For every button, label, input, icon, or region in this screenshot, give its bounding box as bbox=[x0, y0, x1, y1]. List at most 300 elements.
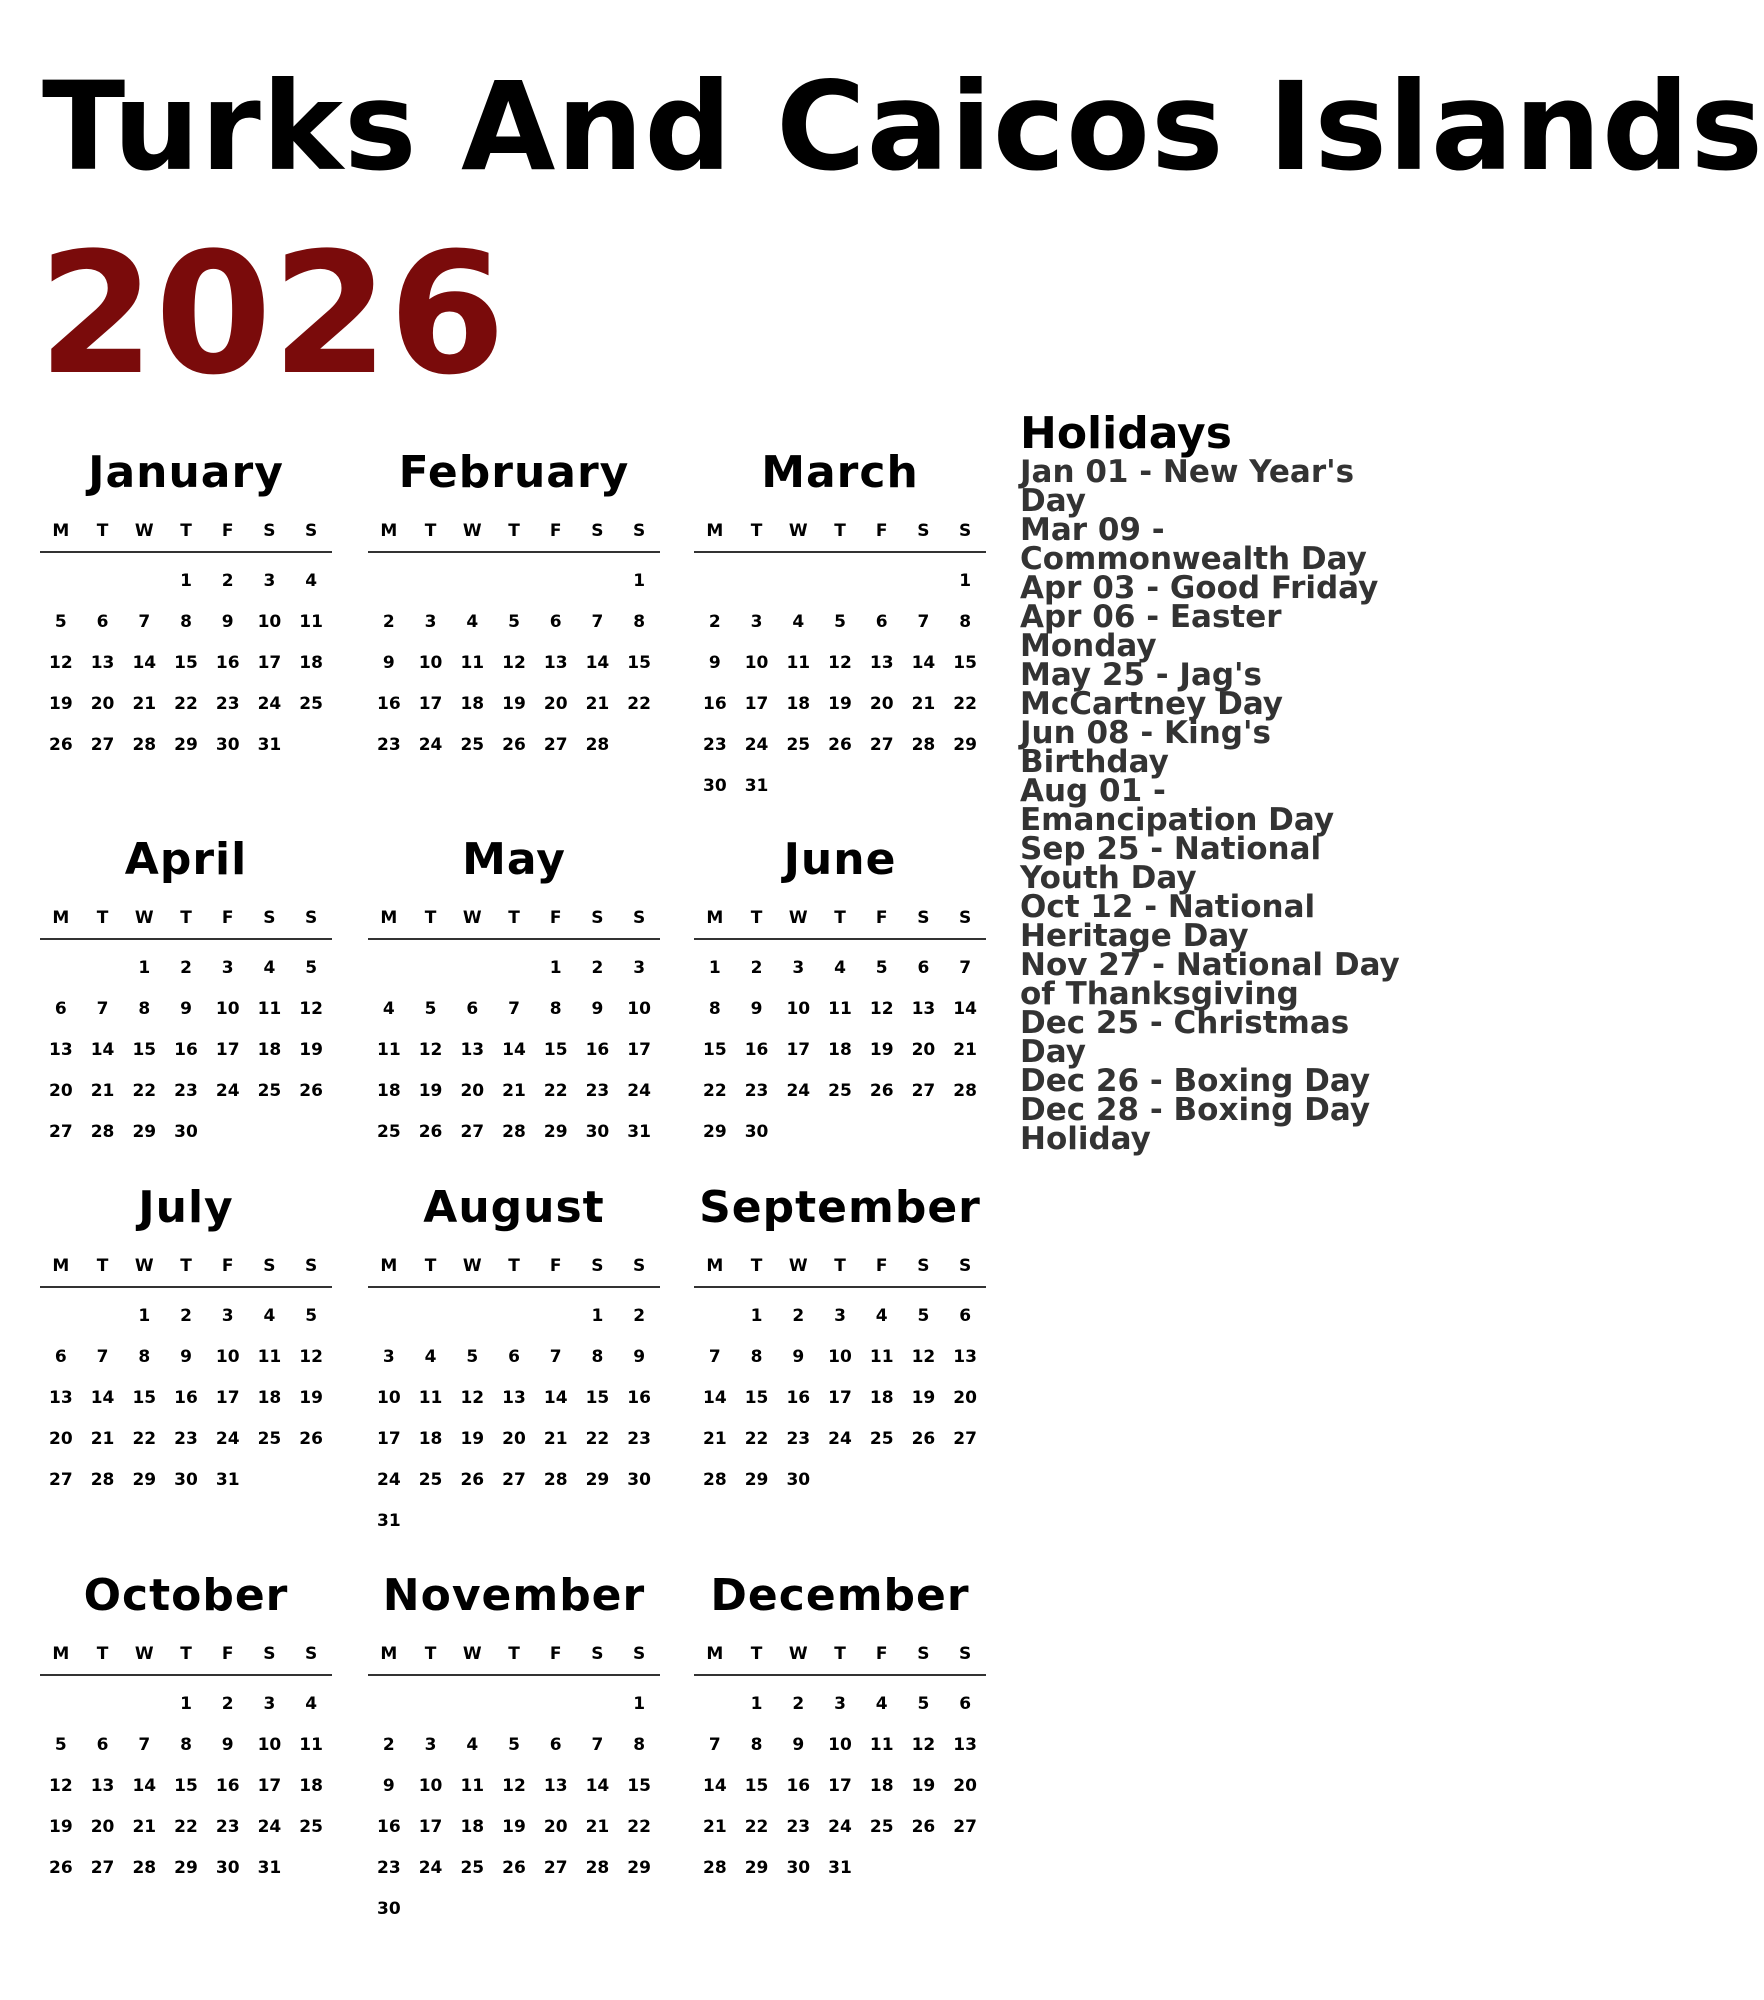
day-cell: 23 bbox=[744, 1081, 769, 1101]
day-cell: 14 bbox=[132, 1776, 157, 1796]
day-cell: 18 bbox=[299, 653, 323, 673]
day-cell: 28 bbox=[703, 1858, 727, 1878]
day-cell: 14 bbox=[502, 1040, 526, 1060]
empty-day-cell bbox=[694, 1296, 736, 1337]
day-cell: 4 bbox=[875, 1306, 888, 1326]
month-december bbox=[694, 1568, 986, 1889]
weekday-label: M bbox=[52, 1644, 70, 1664]
day-grid bbox=[368, 1684, 660, 1930]
day-cell: 12 bbox=[49, 1776, 73, 1796]
day-cell: 11 bbox=[299, 612, 323, 632]
weekday-label: M bbox=[706, 908, 724, 928]
empty-day-cell bbox=[82, 1684, 124, 1725]
day-cell: 1 bbox=[591, 1306, 604, 1326]
weekday-label: F bbox=[875, 908, 888, 928]
day-cell: 17 bbox=[257, 653, 282, 673]
day-cell: 13 bbox=[460, 1040, 485, 1060]
day-cell: 27 bbox=[543, 735, 568, 755]
day-cell: 13 bbox=[49, 1040, 73, 1060]
day-cell: 19 bbox=[502, 694, 526, 714]
day-cell: 29 bbox=[703, 1122, 727, 1142]
day-cell: 31 bbox=[257, 735, 282, 755]
day-cell: 21 bbox=[953, 1040, 977, 1060]
day-cell: 2 bbox=[221, 1694, 234, 1714]
weekday-label: S bbox=[591, 521, 604, 541]
day-cell: 26 bbox=[502, 1858, 526, 1878]
day-cell: 14 bbox=[911, 653, 936, 673]
page-title: Turks And Caicos Islands bbox=[42, 56, 1764, 198]
weekday-label: S bbox=[633, 908, 646, 928]
day-cell: 7 bbox=[708, 1347, 721, 1367]
month-name: August bbox=[423, 1182, 605, 1233]
day-cell: 4 bbox=[424, 1347, 437, 1367]
day-cell: 1 bbox=[180, 1694, 192, 1714]
day-cell: 10 bbox=[828, 1735, 852, 1755]
weekday-label: W bbox=[462, 908, 482, 928]
weekday-label: T bbox=[180, 1256, 192, 1276]
empty-day-cell bbox=[40, 948, 82, 989]
holiday-list bbox=[1020, 454, 1410, 1158]
day-cell: 27 bbox=[49, 1122, 73, 1142]
day-cell: 14 bbox=[585, 1776, 610, 1796]
day-cell: 9 bbox=[633, 1347, 646, 1367]
day-cell: 29 bbox=[953, 735, 977, 755]
day-cell: 15 bbox=[174, 653, 198, 673]
day-cell: 17 bbox=[257, 1776, 282, 1796]
empty-day-cell bbox=[819, 561, 861, 602]
day-cell: 28 bbox=[543, 1470, 568, 1490]
day-cell: 5 bbox=[917, 1306, 930, 1326]
day-cell: 21 bbox=[90, 1081, 115, 1101]
day-cell: 22 bbox=[703, 1081, 727, 1101]
weekday-label: S bbox=[959, 1256, 972, 1276]
day-cell: 29 bbox=[174, 1858, 198, 1878]
day-cell: 29 bbox=[543, 1122, 568, 1142]
empty-day-cell bbox=[903, 561, 945, 602]
day-cell: 6 bbox=[959, 1694, 972, 1714]
weekday-label: W bbox=[788, 1256, 808, 1276]
weekday-label: F bbox=[875, 521, 888, 541]
empty-day-cell bbox=[493, 1684, 535, 1725]
day-cell: 23 bbox=[174, 1429, 198, 1449]
weekday-header bbox=[694, 521, 986, 553]
day-cell: 27 bbox=[460, 1122, 485, 1142]
day-cell: 30 bbox=[786, 1470, 811, 1490]
month-january bbox=[40, 445, 332, 766]
day-cell: 29 bbox=[132, 1122, 157, 1142]
empty-day-cell bbox=[777, 561, 819, 602]
weekday-label: S bbox=[633, 1256, 646, 1276]
day-cell: 22 bbox=[174, 694, 198, 714]
day-cell: 21 bbox=[132, 1817, 157, 1837]
day-cell: 18 bbox=[460, 1817, 485, 1837]
day-cell: 25 bbox=[418, 1470, 443, 1490]
month-name: January bbox=[88, 447, 284, 498]
weekday-label: S bbox=[591, 1256, 604, 1276]
day-cell: 9 bbox=[591, 999, 604, 1019]
day-cell: 22 bbox=[744, 1429, 769, 1449]
weekday-label: M bbox=[380, 1644, 398, 1664]
day-cell: 6 bbox=[549, 612, 562, 632]
day-cell: 14 bbox=[953, 999, 977, 1019]
month-november bbox=[368, 1568, 660, 1930]
day-cell: 26 bbox=[49, 1858, 73, 1878]
weekday-label: T bbox=[424, 1644, 437, 1664]
day-cell: 4 bbox=[466, 612, 479, 632]
day-cell: 7 bbox=[138, 612, 151, 632]
weekday-header bbox=[40, 1644, 332, 1676]
empty-day-cell bbox=[451, 561, 493, 602]
day-cell: 22 bbox=[174, 1817, 198, 1837]
day-cell: 15 bbox=[132, 1040, 157, 1060]
day-cell: 25 bbox=[828, 1081, 852, 1101]
empty-day-cell bbox=[577, 1684, 619, 1725]
day-cell: 3 bbox=[834, 1306, 846, 1326]
day-cell: 12 bbox=[49, 653, 73, 673]
day-cell: 7 bbox=[138, 1735, 151, 1755]
day-cell: 12 bbox=[502, 1776, 526, 1796]
day-cell: 12 bbox=[502, 653, 526, 673]
weekday-header bbox=[694, 1256, 986, 1288]
weekday-label: W bbox=[788, 908, 808, 928]
month-june bbox=[694, 832, 986, 1153]
day-cell: 5 bbox=[424, 999, 437, 1019]
weekday-label: T bbox=[424, 1256, 437, 1276]
empty-day-cell bbox=[694, 1684, 736, 1725]
weekday-header bbox=[40, 1256, 332, 1288]
day-cell: 10 bbox=[418, 653, 443, 673]
day-cell: 16 bbox=[215, 1776, 240, 1796]
day-cell: 16 bbox=[377, 1817, 401, 1837]
day-cell: 9 bbox=[180, 999, 192, 1019]
day-cell: 23 bbox=[215, 694, 240, 714]
day-grid bbox=[368, 1296, 660, 1542]
day-grid bbox=[694, 1684, 986, 1889]
day-cell: 10 bbox=[257, 1735, 282, 1755]
month-february bbox=[368, 445, 660, 766]
empty-day-cell bbox=[40, 1684, 82, 1725]
weekday-header bbox=[40, 908, 332, 940]
day-grid bbox=[368, 948, 660, 1153]
day-cell: 24 bbox=[215, 1081, 240, 1101]
day-cell: 22 bbox=[543, 1081, 568, 1101]
holiday-item: Jan 01 - New Year's Day bbox=[1020, 454, 1355, 520]
day-cell: 19 bbox=[299, 1040, 323, 1060]
day-cell: 6 bbox=[917, 958, 930, 978]
day-cell: 25 bbox=[299, 694, 323, 714]
empty-day-cell bbox=[736, 561, 778, 602]
weekday-label: F bbox=[549, 908, 562, 928]
weekday-label: S bbox=[959, 1644, 972, 1664]
weekday-label: T bbox=[96, 908, 109, 928]
empty-day-cell bbox=[123, 561, 165, 602]
weekday-label: S bbox=[263, 1644, 276, 1664]
weekday-label: S bbox=[917, 1256, 930, 1276]
day-cell: 9 bbox=[708, 653, 721, 673]
day-cell: 15 bbox=[174, 1776, 198, 1796]
day-grid bbox=[40, 1296, 332, 1501]
empty-day-cell bbox=[451, 1296, 493, 1337]
day-cell: 24 bbox=[744, 735, 769, 755]
day-cell: 14 bbox=[90, 1388, 115, 1408]
day-cell: 5 bbox=[508, 1735, 520, 1755]
day-cell: 7 bbox=[96, 1347, 109, 1367]
day-cell: 18 bbox=[257, 1388, 282, 1408]
day-cell: 27 bbox=[49, 1470, 73, 1490]
day-cell: 26 bbox=[299, 1429, 323, 1449]
day-cell: 11 bbox=[257, 1347, 282, 1367]
day-cell: 3 bbox=[424, 1735, 437, 1755]
day-cell: 28 bbox=[585, 735, 610, 755]
day-cell: 18 bbox=[460, 694, 485, 714]
day-cell: 5 bbox=[305, 958, 318, 978]
day-cell: 23 bbox=[215, 1817, 240, 1837]
day-cell: 30 bbox=[174, 1122, 198, 1142]
weekday-label: S bbox=[917, 521, 930, 541]
holiday-item: Apr 06 - Easter Monday bbox=[1020, 599, 1282, 665]
day-cell: 8 bbox=[549, 999, 562, 1019]
weekday-label: T bbox=[750, 1256, 763, 1276]
day-cell: 22 bbox=[627, 1817, 651, 1837]
weekday-label: T bbox=[424, 521, 437, 541]
day-cell: 19 bbox=[502, 1817, 526, 1837]
day-cell: 11 bbox=[299, 1735, 323, 1755]
day-cell: 6 bbox=[466, 999, 479, 1019]
day-cell: 7 bbox=[96, 999, 109, 1019]
day-cell: 23 bbox=[627, 1429, 651, 1449]
day-cell: 3 bbox=[750, 612, 763, 632]
day-cell: 2 bbox=[382, 612, 395, 632]
day-cell: 15 bbox=[585, 1388, 610, 1408]
empty-day-cell bbox=[82, 1296, 124, 1337]
empty-day-cell bbox=[577, 561, 619, 602]
day-cell: 3 bbox=[221, 958, 234, 978]
weekday-label: T bbox=[424, 908, 437, 928]
day-cell: 13 bbox=[543, 1776, 568, 1796]
day-cell: 31 bbox=[215, 1470, 240, 1490]
day-cell: 13 bbox=[49, 1388, 73, 1408]
day-cell: 24 bbox=[418, 735, 443, 755]
day-cell: 12 bbox=[299, 1347, 323, 1367]
day-cell: 1 bbox=[180, 571, 192, 591]
month-september bbox=[694, 1180, 986, 1501]
day-cell: 18 bbox=[786, 694, 811, 714]
weekday-label: T bbox=[180, 521, 192, 541]
weekday-label: F bbox=[221, 1256, 234, 1276]
month-name: February bbox=[398, 447, 630, 498]
day-cell: 18 bbox=[377, 1081, 401, 1101]
day-cell: 3 bbox=[221, 1306, 234, 1326]
empty-day-cell bbox=[123, 1684, 165, 1725]
empty-day-cell bbox=[535, 1296, 577, 1337]
day-cell: 16 bbox=[585, 1040, 610, 1060]
empty-day-cell bbox=[493, 1296, 535, 1337]
weekday-label: T bbox=[508, 908, 520, 928]
day-cell: 24 bbox=[828, 1817, 852, 1837]
empty-day-cell bbox=[493, 561, 535, 602]
day-cell: 25 bbox=[786, 735, 811, 755]
day-cell: 22 bbox=[132, 1081, 157, 1101]
holiday-item: Mar 09 - Commonwealth Day bbox=[1020, 512, 1367, 578]
day-cell: 11 bbox=[460, 1776, 485, 1796]
day-cell: 6 bbox=[508, 1347, 520, 1367]
month-name: December bbox=[710, 1570, 970, 1621]
empty-day-cell bbox=[82, 561, 124, 602]
day-cell: 31 bbox=[828, 1858, 852, 1878]
day-cell: 1 bbox=[708, 958, 721, 978]
day-cell: 20 bbox=[869, 694, 894, 714]
day-cell: 24 bbox=[257, 694, 282, 714]
empty-day-cell bbox=[410, 561, 452, 602]
day-grid bbox=[694, 1296, 986, 1501]
day-cell: 5 bbox=[508, 612, 520, 632]
empty-day-cell bbox=[410, 1296, 452, 1337]
day-cell: 20 bbox=[502, 1429, 526, 1449]
day-cell: 20 bbox=[49, 1081, 73, 1101]
day-cell: 30 bbox=[215, 735, 240, 755]
day-cell: 24 bbox=[215, 1429, 240, 1449]
day-cell: 14 bbox=[132, 653, 157, 673]
empty-day-cell bbox=[40, 561, 82, 602]
day-cell: 7 bbox=[508, 999, 520, 1019]
weekday-label: M bbox=[380, 521, 398, 541]
weekday-label: M bbox=[706, 1644, 724, 1664]
day-cell: 3 bbox=[382, 1347, 395, 1367]
day-cell: 13 bbox=[953, 1735, 977, 1755]
day-cell: 1 bbox=[633, 571, 646, 591]
empty-day-cell bbox=[861, 561, 903, 602]
day-cell: 27 bbox=[953, 1817, 977, 1837]
day-cell: 10 bbox=[377, 1388, 401, 1408]
day-cell: 24 bbox=[828, 1429, 852, 1449]
day-cell: 25 bbox=[869, 1429, 894, 1449]
day-cell: 10 bbox=[786, 999, 811, 1019]
day-cell: 8 bbox=[959, 612, 972, 632]
holiday-item: Sep 25 - National Youth Day bbox=[1020, 831, 1322, 897]
day-cell: 12 bbox=[828, 653, 852, 673]
holidays-title: Holidays bbox=[1020, 408, 1232, 459]
day-cell: 18 bbox=[869, 1388, 894, 1408]
day-cell: 5 bbox=[54, 612, 67, 632]
day-cell: 2 bbox=[382, 1735, 395, 1755]
month-october bbox=[40, 1568, 332, 1889]
day-cell: 23 bbox=[786, 1429, 811, 1449]
day-cell: 25 bbox=[869, 1817, 894, 1837]
day-cell: 24 bbox=[786, 1081, 811, 1101]
weekday-label: M bbox=[52, 521, 70, 541]
day-cell: 24 bbox=[257, 1817, 282, 1837]
day-cell: 30 bbox=[585, 1122, 610, 1142]
weekday-label: F bbox=[549, 521, 562, 541]
weekday-label: M bbox=[52, 908, 70, 928]
day-cell: 6 bbox=[96, 612, 109, 632]
day-cell: 11 bbox=[828, 999, 852, 1019]
month-march bbox=[694, 445, 986, 807]
day-cell: 23 bbox=[174, 1081, 198, 1101]
weekday-label: T bbox=[834, 908, 846, 928]
month-august bbox=[368, 1180, 660, 1542]
day-cell: 9 bbox=[180, 1347, 192, 1367]
day-cell: 28 bbox=[90, 1470, 115, 1490]
day-cell: 18 bbox=[418, 1429, 443, 1449]
day-cell: 30 bbox=[786, 1858, 811, 1878]
weekday-label: F bbox=[221, 908, 234, 928]
day-cell: 19 bbox=[828, 694, 852, 714]
day-cell: 5 bbox=[834, 612, 846, 632]
holiday-item: Dec 25 - Christmas Day bbox=[1020, 1005, 1350, 1071]
weekday-label: F bbox=[875, 1644, 888, 1664]
day-cell: 23 bbox=[377, 735, 401, 755]
day-cell: 25 bbox=[377, 1122, 401, 1142]
day-cell: 17 bbox=[786, 1040, 811, 1060]
day-cell: 16 bbox=[703, 694, 727, 714]
weekday-label: S bbox=[305, 1256, 318, 1276]
day-cell: 31 bbox=[627, 1122, 651, 1142]
day-cell: 1 bbox=[138, 1306, 151, 1326]
day-cell: 13 bbox=[953, 1347, 977, 1367]
day-cell: 30 bbox=[703, 776, 727, 796]
day-grid bbox=[368, 561, 660, 766]
weekday-label: W bbox=[462, 521, 482, 541]
month-name: November bbox=[382, 1570, 646, 1621]
day-cell: 2 bbox=[180, 958, 192, 978]
day-cell: 15 bbox=[703, 1040, 727, 1060]
day-cell: 19 bbox=[911, 1388, 936, 1408]
weekday-header bbox=[368, 1644, 660, 1676]
day-cell: 7 bbox=[959, 958, 972, 978]
weekday-label: T bbox=[96, 1256, 109, 1276]
day-cell: 27 bbox=[869, 735, 894, 755]
day-cell: 22 bbox=[953, 694, 977, 714]
weekday-label: M bbox=[706, 521, 724, 541]
day-cell: 9 bbox=[221, 1735, 234, 1755]
day-cell: 27 bbox=[543, 1858, 568, 1878]
day-cell: 16 bbox=[786, 1776, 811, 1796]
day-cell: 8 bbox=[138, 999, 151, 1019]
month-name: September bbox=[699, 1182, 981, 1233]
day-cell: 19 bbox=[460, 1429, 485, 1449]
day-cell: 14 bbox=[703, 1776, 727, 1796]
day-cell: 11 bbox=[460, 653, 485, 673]
day-cell: 26 bbox=[828, 735, 852, 755]
day-cell: 9 bbox=[382, 1776, 395, 1796]
day-cell: 5 bbox=[305, 1306, 318, 1326]
day-cell: 20 bbox=[911, 1040, 936, 1060]
day-cell: 24 bbox=[377, 1470, 401, 1490]
day-cell: 2 bbox=[750, 958, 763, 978]
day-cell: 29 bbox=[174, 735, 198, 755]
day-grid bbox=[694, 561, 986, 807]
day-cell: 28 bbox=[502, 1122, 526, 1142]
weekday-label: F bbox=[875, 1256, 888, 1276]
weekday-label: T bbox=[834, 1256, 846, 1276]
weekday-label: S bbox=[305, 1644, 318, 1664]
month-name: June bbox=[783, 834, 897, 885]
day-cell: 7 bbox=[591, 612, 604, 632]
weekday-label: S bbox=[591, 1644, 604, 1664]
day-cell: 26 bbox=[911, 1429, 936, 1449]
day-cell: 6 bbox=[54, 1347, 67, 1367]
day-cell: 7 bbox=[549, 1347, 562, 1367]
day-cell: 2 bbox=[792, 1694, 805, 1714]
day-cell: 6 bbox=[96, 1735, 109, 1755]
day-cell: 28 bbox=[90, 1122, 115, 1142]
day-cell: 17 bbox=[828, 1776, 852, 1796]
day-cell: 16 bbox=[627, 1388, 651, 1408]
day-cell: 12 bbox=[418, 1040, 443, 1060]
month-name: April bbox=[124, 834, 248, 885]
month-name: May bbox=[462, 834, 566, 885]
